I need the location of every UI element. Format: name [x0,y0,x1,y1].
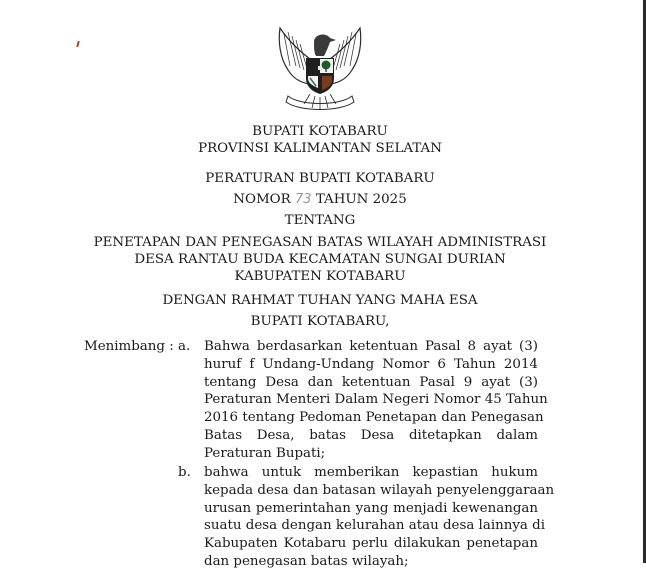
paragraph-line: Batas Desa, batas Desa ditetapkan dalam [204,427,538,443]
issuer: BUPATI KOTABARU, [250,314,390,329]
subject-line: KABUPATEN KOTABARU [234,269,406,284]
issuer-block [0,313,640,330]
paragraph-line: bahwa untuk memberikan kepastian hukum [204,465,538,480]
paragraph-line: suatu desa dengan kelurahan atau desa lainnya di [204,518,546,534]
subject-line: DESA RANTAU BUDA KECAMATAN SUNGAI DURIAN [134,252,506,267]
paragraph-line: huruf f Undang-Undang Nomor 6 Tahun 2014 [204,356,538,372]
number-suffix: TAHUN 2025 [315,192,407,207]
province-name: PROVINSI KALIMANTAN SELATAN [198,141,442,156]
consideration-b [204,464,555,571]
about-block [0,212,640,229]
paragraph-line: tentang Desa dan ketentuan Pasal 9 ayat (3) [204,374,538,390]
title-block [0,123,640,157]
subject-block [0,234,640,285]
paragraph-line: Peraturan Bupati; [204,445,326,461]
paragraph-line: Peraturan Menteri Dalam Negeri Nomor 45 Tahun [204,392,548,408]
regulation-type-block [0,170,640,187]
subject-line: PENETAPAN DAN PENEGASAN BATAS WILAYAH ADMINISTRASI [93,235,547,250]
paragraph-line: urusan pemerintahan yang menjadi kewenangan [204,500,538,516]
item-letter-b: b. [178,465,191,480]
paragraph-line: Bahwa berdasarkan ketentuan Pasal 8 ayat (3) [204,339,538,354]
consideration-a [204,338,548,463]
paragraph-line: kepada desa dan batasan wilayah penyelenggaraan [204,482,555,498]
scan-speck [76,41,79,47]
item-letter-a: a. [178,339,191,354]
number-prefix: NOMOR [233,192,291,207]
regulation-number [0,191,640,208]
garuda-emblem-icon [270,22,370,118]
paragraph-line: 2016 tentang Pedoman Penetapan dan Penegasan [204,410,544,426]
regulation-type: PERATURAN BUPATI KOTABARU [205,171,435,186]
handwritten-number: 73 [295,192,312,207]
official-title: BUPATI KOTABARU [252,124,388,139]
paragraph-line: Kabupaten Kotabaru perlu dilakukan penetapan [204,536,538,552]
invocation: DENGAN RAHMAT TUHAN YANG MAHA ESA [162,293,478,308]
regulation-number-block [0,191,640,208]
invocation-block [0,292,640,309]
considerations-label: Menimbang : [84,339,174,354]
paragraph-line: dan penegasan batas wilayah; [204,553,409,569]
about-heading: TENTANG [284,213,356,228]
